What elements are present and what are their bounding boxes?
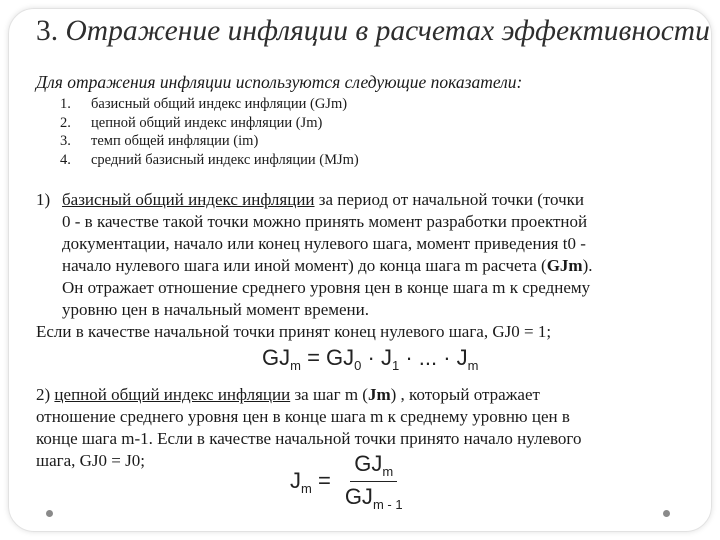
indicator-item xyxy=(60,132,359,151)
def2-line-1-mid: за шаг m ( xyxy=(290,385,368,404)
f1-dot: · xyxy=(361,345,381,370)
indicator-number: 2. xyxy=(60,114,71,131)
f2-fraction xyxy=(341,451,407,512)
def1-marker: 1) xyxy=(36,190,51,209)
indicator-item xyxy=(60,151,359,170)
def1-line-1-rest: за период от начальной точки (точки xyxy=(314,190,585,209)
f2-num-sub: m xyxy=(382,464,394,479)
f1-b: J xyxy=(380,345,392,370)
f1-a: GJ xyxy=(326,345,355,370)
formula-chain-index xyxy=(290,451,407,512)
f2-lhs-wrap xyxy=(290,468,331,496)
f2-den: GJ xyxy=(344,484,373,509)
indicator-text: базисный общий индекс инфляции (GJm) xyxy=(91,96,348,112)
intro-text: Для отражения инфляции используются следующие показатели: xyxy=(36,72,523,92)
corner-dot-left xyxy=(46,510,53,517)
indicator-item xyxy=(60,114,359,133)
f1-lhs: GJ xyxy=(262,345,291,370)
definition-basis-index xyxy=(36,189,704,343)
indicator-text: темп общей инфляции (im) xyxy=(91,133,259,149)
f2-num: GJ xyxy=(354,451,383,476)
title-text: Отражение инфляции в расчетах эффективности xyxy=(58,15,710,47)
def1-line-4-pre: начало нулевого шага или иной момент) до конца шага m расчета ( xyxy=(62,256,547,275)
def1-line-6: уровню цен в начальный момент времени. xyxy=(62,300,369,319)
f1-eq: = xyxy=(300,345,327,370)
def1-line-4 xyxy=(36,255,704,277)
indicator-number: 1. xyxy=(60,96,71,112)
f1-b-sub: 1 xyxy=(391,358,400,373)
def2-symbol: Jm xyxy=(367,385,391,404)
def1-line-7: Если в качестве начальной точки принят конец нулевого шага, GJ0 = 1; xyxy=(36,322,552,341)
f1-c-sub: m xyxy=(467,358,479,373)
def1-line-2: 0 - в качестве такой точки можно принять момент разработки проектной xyxy=(62,212,588,231)
indicator-item xyxy=(60,95,359,114)
def2-term: цепной общий индекс инфляции xyxy=(54,385,291,404)
f2-numerator xyxy=(350,451,397,482)
def1-line-1 xyxy=(36,189,704,211)
slide-title xyxy=(36,15,710,48)
f1-mid: · ... · xyxy=(399,345,457,370)
formula-basis-index xyxy=(262,345,479,373)
def2-line-2: отношение среднего уровня цен в конце шага m к среднему уровню цен в xyxy=(36,407,570,426)
indicator-list xyxy=(60,95,359,169)
indicator-text: средний базисный индекс инфляции (MJm) xyxy=(91,151,359,168)
def2-line-1 xyxy=(36,384,704,406)
f1-lhs-sub: m xyxy=(290,358,301,373)
f2-eq: = xyxy=(311,467,331,493)
indicator-number: 3. xyxy=(60,133,71,149)
f1-a-sub: 0 xyxy=(354,358,362,373)
def2-line-4: шага, GJ0 = J0; xyxy=(36,451,145,470)
indicator-text: цепной общий индекс инфляции (Jm) xyxy=(91,114,323,131)
f2-denominator xyxy=(341,482,407,512)
f2-lhs: J xyxy=(290,467,301,493)
def2-line-3: конце шага m-1. Если в качестве начальной точки принято начало нулевого xyxy=(36,429,582,448)
def1-line-5: Он отражает отношение среднего уровня цен в конце шага m к среднему xyxy=(62,278,591,297)
indicator-number: 4. xyxy=(60,151,71,168)
f2-den-sub: m - 1 xyxy=(372,497,403,512)
title-number: 3. xyxy=(36,15,59,47)
f2-lhs-sub: m xyxy=(301,480,312,496)
def2-line-1-post: ) , который отражает xyxy=(390,385,540,404)
def2-prefix: 2) xyxy=(36,385,55,404)
f1-c: J xyxy=(456,345,468,370)
corner-dot-right xyxy=(663,510,670,517)
def1-term: базисный общий индекс инфляции xyxy=(62,190,315,209)
def1-line-4-post: ). xyxy=(582,256,593,275)
def1-line-3: документации, начало или конец нулевого шага, момент приведения t0 - xyxy=(62,234,586,253)
def1-symbol: GJm xyxy=(546,256,583,275)
